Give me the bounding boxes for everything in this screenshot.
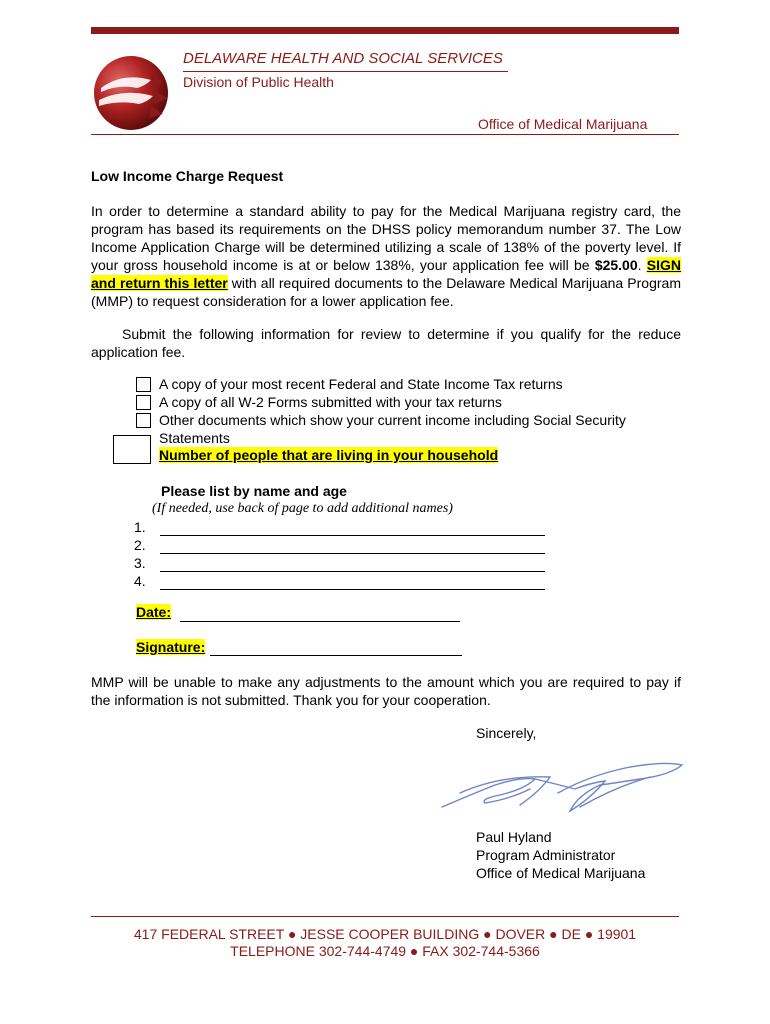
checkbox-w2-forms[interactable] [136, 395, 151, 410]
signer-title: Program Administrator [476, 847, 616, 863]
intro-text-2: with all required documents to the Delaware Medical Marijuana Program (MMP) to request consideration for a lower application fee. [91, 275, 681, 309]
checklist-item-tax-returns: A copy of your most recent Federal and State Income Tax returns [159, 376, 563, 392]
date-line[interactable] [180, 621, 460, 622]
footer-address: 417 FEDERAL STREET ● JESSE COOPER BUILDING ● DOVER ● DE ● 19901 [133, 926, 637, 942]
checklist-item-w2-forms: A copy of all W-2 Forms submitted with your tax returns [159, 394, 502, 410]
signature-line[interactable] [210, 655, 462, 656]
household-count-box[interactable] [113, 435, 151, 464]
submit-paragraph: Submit the following information for review to determine if you qualify for the reduce application fee. [91, 326, 681, 360]
office-name: Office of Medical Marijuana [478, 116, 648, 132]
signer-name: Paul Hyland [476, 829, 552, 845]
intro-paragraph [91, 202, 681, 310]
handwritten-signature [440, 755, 685, 815]
list-number-3: 3. [134, 555, 146, 571]
name-line-3[interactable] [160, 571, 545, 572]
list-number-4: 4. [134, 573, 146, 589]
closing-paragraph: MMP will be unable to make any adjustments to the amount which you are required to pay if the information is not submitted. Thank you for your cooperation. [91, 674, 681, 708]
footer-rule [91, 916, 679, 917]
name-line-2[interactable] [160, 553, 545, 554]
intro-dot: . [637, 257, 647, 273]
checklist-item-other-documents: Other documents which show your current income including Social Security Statements [159, 412, 626, 446]
page-title: Low Income Charge Request [91, 168, 284, 184]
list-number-1: 1. [134, 519, 146, 535]
header-rule-bottom [91, 134, 679, 135]
signature-label: Signature: [136, 639, 206, 655]
signer-office: Office of Medical Marijuana [476, 865, 646, 881]
footer-phone-fax: TELEPHONE 302-744-4749 ● FAX 302-744-5366 [230, 943, 540, 959]
dhss-logo [93, 52, 175, 134]
date-label: Date: [136, 604, 172, 620]
list-heading: Please list by name and age [161, 483, 347, 499]
list-note: (If needed, use back of page to add additional names) [152, 501, 453, 516]
sign-instruction: SIGN and return this letter [91, 257, 682, 291]
intro-text-1: In order to determine a standard ability to pay for the Medical Marijuana registry card, the program has based its requirements on the DHSS policy memorandum number 37. The Low Income Application Charge will be determined utilizing a scale of 138% of the poverty level. If your gross household income is at or below 138%, your application fee will be [91, 203, 681, 273]
checkbox-other-documents[interactable] [136, 413, 151, 428]
name-line-4[interactable] [160, 589, 545, 590]
fee-amount: $25.00 [594, 257, 638, 273]
sincerely: Sincerely, [476, 725, 537, 741]
list-number-2: 2. [134, 537, 146, 553]
checkbox-tax-returns[interactable] [136, 377, 151, 392]
header-rule-top [91, 27, 679, 34]
household-count-label: Number of people that are living in your household [159, 447, 499, 463]
org-name: DELAWARE HEALTH AND SOCIAL SERVICES [183, 50, 503, 67]
name-line-1[interactable] [160, 535, 545, 536]
division-name: Division of Public Health [183, 74, 334, 90]
org-rule [183, 71, 508, 72]
